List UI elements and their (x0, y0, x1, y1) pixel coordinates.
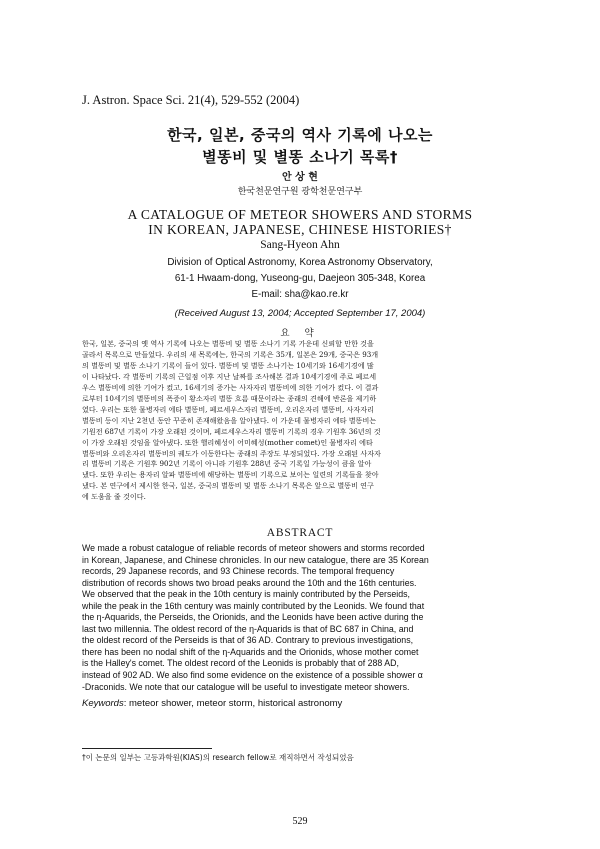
abstract-line: there has been no nodal shift of the η-Aquarids and the Orionids, whose mother comet (82, 646, 419, 657)
english-title-line-2: IN KOREAN, JAPANESE, CHINESE HISTORIES† (148, 222, 452, 237)
abstract-line: is the Halley's comet. The oldest record of the Leonids is probably that of 288 AD, (82, 658, 399, 669)
author-email: E-mail: sha@kao.re.kr (251, 289, 349, 300)
korean-abstract (82, 339, 522, 503)
korean-affiliation: 한국천문연구원 광학천문연구부 (237, 187, 363, 197)
korean-author: 안 상 현 (282, 172, 318, 183)
abstract-line: instead of 902 AD. We also find some evidence on the existence of a possible shower α (82, 670, 423, 681)
abstract-line: records, 29 Japanese records, and 93 Chinese records. The temporal frequency (82, 566, 395, 577)
english-affiliation-line-1: Division of Optical Astronomy, Korea Astronomy Observatory, (167, 257, 433, 268)
abstract-heading: ABSTRACT (266, 527, 334, 539)
korean-abstract-line: 의 별똥비 및 별똥 소나기 기록이 들어 있다. 별똥비 및 별똥 소나기는 10세기와 16세기경에 많 (82, 360, 374, 370)
english-abstract (82, 543, 522, 693)
korean-abstract-heading: 요 약 (280, 328, 320, 339)
korean-abstract-line: 별똥비와 오리온자리 별똥비의 궤도가 이동한다는 종래의 주장도 부정되었다. 가장 오래된 사자자 (82, 448, 381, 458)
abstract-line: the oldest record of the Perseids is that of 36 AD. Contrary to previous investigations, (82, 635, 414, 646)
korean-abstract-line: 한국, 일본, 중국의 옛 역사 기록에 나오는 별똥비 및 별똥 소나기 기록 가운데 신뢰할 만한 것을 (82, 339, 374, 348)
received-dates: (Received August 13, 2004; Accepted September 17, 2004) (174, 308, 426, 319)
abstract-line: We observed that the peak in the 10th century is mainly contributed by the Perseids, (82, 589, 410, 600)
footnote: †이 논문의 일부는 고등과학원(KIAS)의 research fellow로 재직하면서 작성되었음 (82, 753, 354, 762)
journal-citation: J. Astron. Space Sci. 21(4), 529-552 (2004) (82, 93, 300, 107)
korean-abstract-line: 별똥비 등이 지난 2천년 동안 꾸준히 존재해왔음을 알아냈다. 이 가운데 물병자리 에타 별똥비는 (82, 415, 377, 425)
abstract-line: while the peak in the 16th century was mainly contributed by the Leonids. We found that (82, 600, 425, 611)
korean-abstract-line: 이 나타났다. 각 별똥비 기록의 근일점 이후 지난 날짜를 조사해본 결과 10세기경에 주로 페르세 (82, 371, 377, 381)
korean-abstract-line: 냈다. 또한 우리는 용자리 알파 별똥비에 해당하는 별똥비 기록으로 보이는 일련의 기록들을 찾아 (82, 470, 379, 480)
korean-title-line-1: 한국, 일본, 중국의 역사 기록에 나오는 (167, 126, 433, 144)
korean-abstract-line: 이 가장 오래된 것임을 알아냈다. 또한 핼리혜성이 어미혜성(mother comet)인 물병자리 에타 (82, 437, 373, 447)
abstract-line: last two millennia. The oldest record of the η-Aquarids is that of BC 687 in China, and (82, 623, 414, 634)
english-author: Sang-Hyeon Ahn (260, 239, 340, 251)
abstract-line: in Korean, Japanese, and Chinese chronicles. In our new catalogue, there are 35 Korean (82, 554, 429, 565)
page-number: 529 (292, 816, 308, 827)
keywords-label: Keywords (82, 698, 124, 709)
abstract-line: -Draconids. We note that our catalogue will be useful to investigate meteor showers. (82, 681, 410, 692)
abstract-line: distribution of records shows two broad peaks around the 10th and the 16th centuries. (82, 577, 417, 588)
english-title-line-1: A CATALOGUE OF METEOR SHOWERS AND STORMS (127, 207, 473, 222)
footnote-divider (82, 748, 212, 749)
korean-abstract-line: 우스 별똥비에 의한 기여가 컸고, 16세기의 증가는 사자자리 별똥비에 의한 기여가 컸다. 이 결과 (82, 382, 379, 392)
keywords-text: : meteor shower, meteor storm, historical astronomy (123, 698, 343, 709)
abstract-line: We made a robust catalogue of reliable records of meteor showers and storms recorded (82, 543, 425, 553)
korean-abstract-line: 로부터 10세기의 별똥비의 폭증이 황소자리 별똥 흐름 때문이라는 종래의 견해에 반론을 제기하 (82, 393, 377, 403)
english-affiliation-line-2: 61-1 Hwaam-dong, Yuseong-gu, Daejeon 305-348, Korea (174, 273, 426, 284)
korean-abstract-line: 에 도움을 줄 것이다. (82, 492, 146, 502)
korean-abstract-line: 였다. 우리는 또한 물병자리 에타 별똥비, 페르세우스자리 별똥비, 오리온자리 별똥비, 사자자리 (82, 404, 374, 414)
abstract-line: the η-Aquarids, the Perseids, the Orionids, and the Leonids have been active during the (82, 612, 424, 623)
korean-title-line-2: 별똥비 및 별똥 소나기 목록† (202, 148, 398, 166)
korean-abstract-line: 골라서 목록으로 만들었다. 우리의 새 목록에는, 한국의 기록은 35개, 일본은 29개, 중국은 93개 (82, 349, 379, 359)
korean-abstract-line: 냈다. 본 연구에서 제시한 한국, 일본, 중국의 별똥비 및 별똥 소나기 목록은 앞으로 별똥비 연구 (82, 481, 374, 491)
korean-abstract-line: 기원전 687년 기록이 가장 오래된 것이며, 페르세우스자리 별똥비 기록의 경우 기원후 36년의 것 (82, 426, 381, 436)
korean-abstract-line: 리 별똥비 기록은 기원후 902년 기록이 아니라 기원후 288년 중국 기록일 가능성이 큼을 알아 (82, 459, 372, 469)
keywords (82, 698, 342, 709)
